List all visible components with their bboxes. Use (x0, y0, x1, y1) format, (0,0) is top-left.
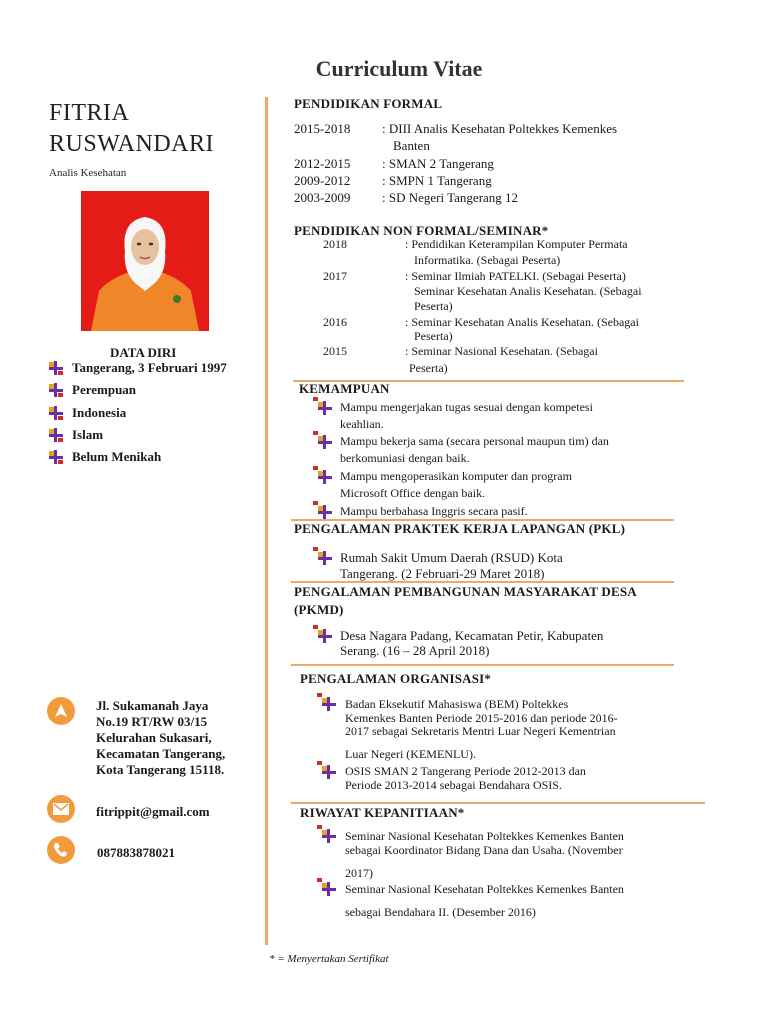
committee-detail: 2017) (345, 866, 373, 880)
edu-years: 2009-2012 (294, 173, 351, 188)
organization-detail: OSIS SMAN 2 Tangerang Periode 2012-2013 dan (345, 764, 586, 778)
section-divider (291, 581, 674, 583)
last-name: RUSWANDARI (49, 131, 215, 157)
skill-item: keahlian. (340, 417, 384, 431)
section-heading-pkmd-cont: (PKMD) (294, 602, 344, 617)
address-line: Kelurahan Sukasari, (96, 730, 212, 745)
address (96, 698, 256, 778)
birth-info: Tangerang, 3 Februari 1997 (72, 360, 227, 375)
location-icon (47, 697, 75, 725)
seminar-text: Informatika. (Sebagai Peserta) (414, 253, 561, 267)
edu-school: : SMAN 2 Tangerang (382, 156, 494, 171)
seminar-year: 2016 (323, 315, 347, 329)
skill-item: Mampu mengoperasikan komputer dan program (340, 469, 572, 483)
list-item (49, 360, 227, 376)
skill-item: Mampu bekerja sama (secara personal maupun tim) dan (340, 434, 609, 448)
organization-detail: Badan Eksekutif Mahasiswa (BEM) Poltekkes (345, 697, 569, 711)
pkl-detail: Tangerang. (2 Februari-29 Maret 2018) (340, 566, 545, 581)
seminar-year: 2015 (323, 344, 347, 358)
marital-status: Belum Menikah (72, 449, 162, 464)
section-heading-committee: RIWAYAT KEPANITIAAN* (300, 805, 465, 820)
organization-detail: Luar Negeri (KEMENLU). (345, 747, 476, 761)
address-line: Kecamatan Tangerang, (96, 746, 226, 761)
phone-icon (47, 836, 75, 864)
footnote: * = Menyertakan Sertifikat (269, 953, 389, 965)
person-portrait-icon (81, 191, 209, 331)
job-title: Analis Kesehatan (49, 167, 127, 179)
gender: Perempuan (72, 382, 137, 397)
pushpin-icon (49, 383, 63, 397)
first-name: FITRIA (49, 100, 130, 126)
email-icon (47, 795, 75, 823)
personal-data-heading: DATA DIRI (110, 345, 177, 360)
pkl-detail: Rumah Sakit Umum Daerah (RSUD) Kota (340, 550, 563, 565)
skill-item: Mampu mengerjakan tugas sesuai dengan kompetesi (340, 400, 593, 414)
edu-years: 2012-2015 (294, 156, 351, 171)
seminar-text: Peserta) (414, 299, 453, 313)
edu-school: : SD Negeri Tangerang 12 (382, 190, 519, 205)
pkmd-detail: Desa Nagara Padang, Kecamatan Petir, Kabupaten (340, 628, 604, 643)
seminar-text: : Pendidikan Keterampilan Komputer Permata (405, 237, 628, 251)
skill-item: Microsoft Office dengan baik. (340, 486, 486, 500)
section-heading-nonformal-education: PENDIDIKAN NON FORMAL/SEMINAR* (294, 223, 549, 238)
section-heading-pkl: PENGALAMAN PRAKTEK KERJA LAPANGAN (PKL) (294, 521, 626, 536)
seminar-year: 2017 (323, 269, 347, 283)
section-divider (291, 802, 705, 804)
seminar-text: : Seminar Nasional Kesehatan. (Sebagai (405, 344, 598, 358)
edu-years: 2015-2018 (294, 121, 351, 136)
organization-detail: Kemenkes Banten Periode 2015-2016 dan periode 2016- (345, 711, 618, 725)
religion: Islam (72, 427, 104, 442)
pushpin-icon (49, 406, 63, 420)
phone-number: 087883878021 (97, 845, 175, 860)
committee-detail: Seminar Nasional Kesehatan Poltekkes Kemenkes Banten (345, 882, 624, 896)
seminar-year: 2018 (323, 237, 347, 251)
list-item (49, 405, 126, 421)
committee-detail: sebagai Bendahara II. (Desember 2016) (345, 905, 536, 919)
committee-detail: Seminar Nasional Kesehatan Poltekkes Kemenkes Banten (345, 829, 624, 843)
skill-item: berkomuniasi dengan baik. (340, 451, 470, 465)
pkmd-detail: Serang. (16 – 28 April 2018) (340, 643, 490, 658)
pushpin-icon (49, 450, 63, 464)
organization-detail: Periode 2013-2014 sebagai Bendahara OSIS. (345, 778, 562, 792)
address-line: Jl. Sukamanah Jaya (96, 698, 209, 713)
seminar-text: Peserta) (409, 361, 448, 375)
edu-school-cont: Banten (393, 138, 430, 153)
address-line: Kota Tangerang 15118. (96, 762, 225, 777)
section-divider (291, 664, 674, 666)
edu-school: : SMPN 1 Tangerang (382, 173, 492, 188)
list-item (49, 382, 136, 398)
seminar-text: Peserta) (414, 329, 453, 343)
skill-item: Mampu berbahasa Inggris secara pasif. (340, 504, 528, 518)
address-line: No.19 RT/RW 03/15 (96, 714, 208, 729)
list-item (49, 427, 103, 443)
edu-years: 2003-2009 (294, 190, 351, 205)
edu-school: : DIII Analis Kesehatan Poltekkes Kemenkes (382, 121, 618, 136)
committee-detail: sebagai Koordinator Bidang Dana dan Usaha. (November (345, 843, 623, 857)
column-divider (265, 97, 268, 945)
profile-photo (81, 191, 209, 331)
email-link[interactable]: fitrippit@gmail.com (96, 804, 210, 819)
pushpin-icon (49, 361, 63, 375)
section-heading-pkmd: PENGALAMAN PEMBANGUNAN MASYARAKAT DESA (294, 584, 637, 599)
document-title: Curriculum Vitae (315, 56, 483, 81)
section-heading-skills: KEMAMPUAN (299, 381, 390, 396)
section-heading-formal-education: PENDIDIKAN FORMAL (294, 96, 443, 111)
list-item (49, 449, 161, 465)
section-heading-organization: PENGALAMAN ORGANISASI* (300, 671, 492, 686)
seminar-text: : Seminar Ilmiah PATELKI. (Sebagai Peserta) (405, 269, 626, 283)
pushpin-icon (49, 428, 63, 442)
seminar-text: Seminar Kesehatan Analis Kesehatan. (Sebagai (414, 284, 642, 298)
nationality: Indonesia (72, 405, 127, 420)
organization-detail: 2017 sebagai Sekretaris Mentri Luar Negeri Kementrian (345, 724, 616, 738)
seminar-text: : Seminar Kesehatan Analis Kesehatan. (Sebagai (405, 315, 639, 329)
